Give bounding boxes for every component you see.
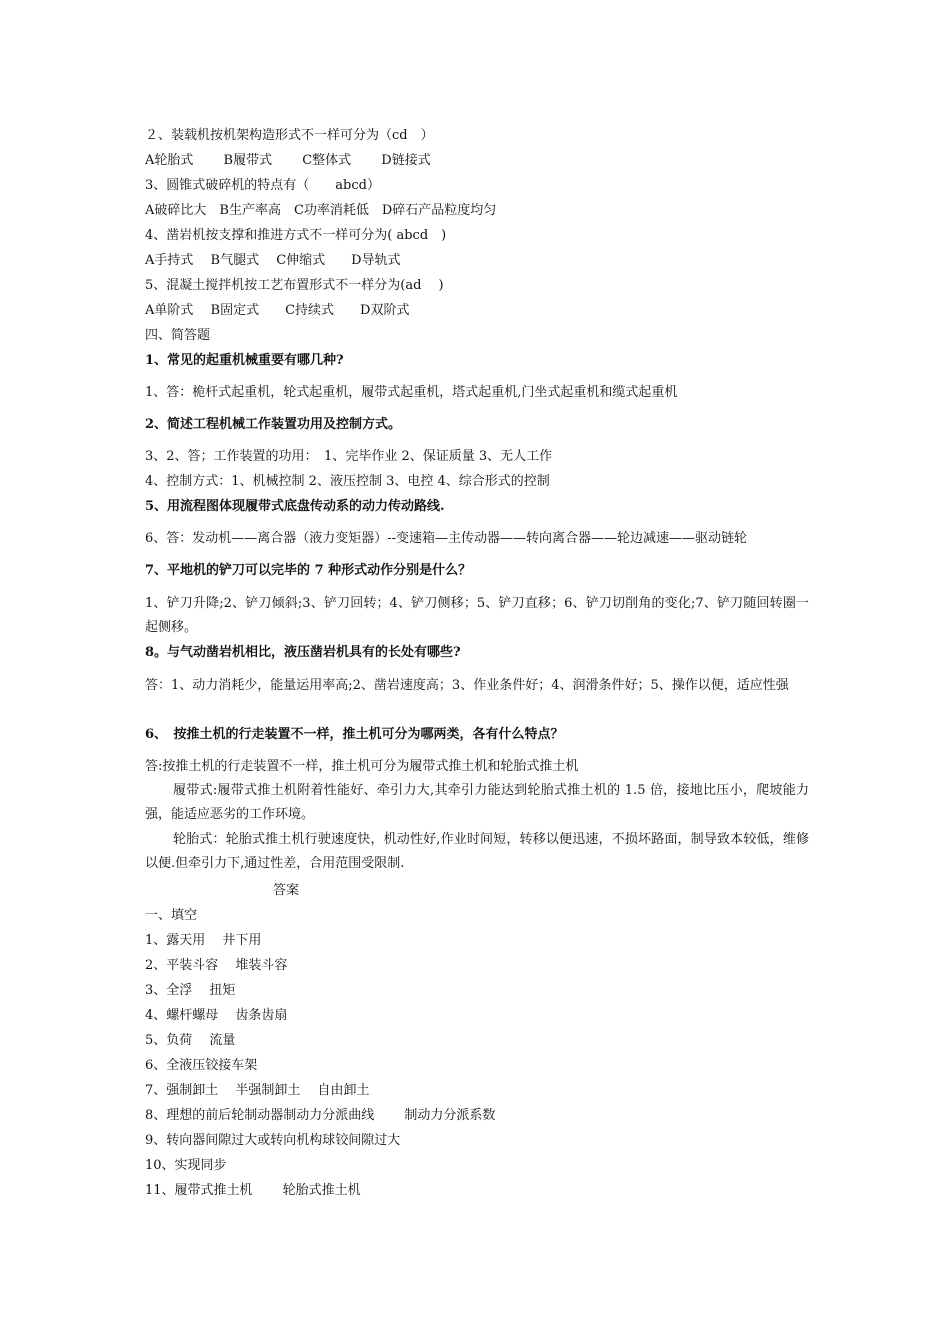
answer-item: 10、实现同步 [145, 1158, 227, 1173]
sa-answer-8: 答：1、动力消耗少，能量运用率高;2、凿岩速度高；3、作业条件好；4、润滑条件好；5、操作以便，适应性强 [145, 678, 789, 693]
mc-question-4: 4、凿岩机按支撑和推进方式不一样可分为( abcd ) [145, 228, 447, 243]
sa-question-1: 1、常见的起重机械重要有哪几种? [145, 353, 344, 368]
sa-answer-2-function: 3、2、答；工作装置的功用： 1、完毕作业 2、保证质量 3、无人工作 [145, 449, 553, 464]
sa-answer-1: 1、答：桅杆式起重机，轮式起重机，履带式起重机，塔式起重机,门坐式起重机和缆式起重机 [145, 385, 678, 400]
section-heading-short-answer: 四、简答题 [145, 328, 211, 343]
sa-answer-6-crawler: 履带式:履带式推土机附着性能好、牵引力大,其牵引力能达到轮胎式推土机的 1.5 倍，接地比压小，爬坡能力强，能适应恶劣的工作环境。 [145, 783, 809, 822]
mc-options-2: A轮胎式 B履带式 C整体式 D链接式 [145, 153, 431, 168]
sa-answer-7: 1、铲刀升降;2、铲刀倾斜;3、铲刀回转；4、铲刀侧移；5、铲刀直移；6、铲刀切削角的变化;7、铲刀随回转圈一起侧移。 [145, 596, 809, 635]
answer-item: 3、全浮 扭矩 [145, 983, 236, 998]
sa-question-2: 2、简述工程机械工作装置功用及控制方式。 [145, 417, 402, 432]
mc-options-5: A单阶式 B固定式 C持续式 D双阶式 [145, 303, 410, 318]
mc-question-5: 5、混凝土搅拌机按工艺布置形式不一样分为(ad ) [145, 278, 444, 293]
answers-section-fill: 一、填空 [145, 908, 198, 923]
answers-title: 答案 [273, 883, 300, 898]
answer-item: 11、履带式推土机 轮胎式推土机 [145, 1183, 361, 1198]
sa-answer-6-intro: 答:按推土机的行走装置不一样，推土机可分为履带式推土机和轮胎式推土机 [145, 759, 579, 774]
mc-question-2: ２、装载机按机架构造形式不一样可分为（cd ） [145, 128, 434, 143]
sa-answer-2-control: 4、控制方式：1、机械控制 2、液压控制 3、电控 4、综合形式的控制 [145, 474, 550, 489]
sa-question-8: 8。与气动凿岩机相比，液压凿岩机具有的长处有哪些? [145, 645, 461, 660]
answer-item: 6、全液压铰接车架 [145, 1058, 258, 1073]
sa-question-5: 5、用流程图体现履带式底盘传动系的动力传动路线. [145, 499, 445, 514]
answer-item: 2、平装斗容 堆装斗容 [145, 958, 288, 973]
answer-item: 4、螺杆螺母 齿条齿扇 [145, 1008, 288, 1023]
sa-answer-5: 6、答：发动机——离合器（液力变矩器）--变速箱—主传动器——转向离合器——轮边减速——驱动链轮 [145, 531, 748, 546]
answer-item: 1、露天用 井下用 [145, 933, 262, 948]
sa-answer-6-wheel: 轮胎式：轮胎式推土机行驶速度快，机动性好,作业时间短，转移以便迅速，不损坏路面，制导致本较低，维修以便.但牵引力下,通过性差，合用范围受限制. [145, 832, 809, 871]
mc-options-3: A破碎比大 B生产率高 C功率消耗低 D碎石产品粒度均匀 [145, 203, 497, 218]
mc-options-4: A手持式 B气腿式 C伸缩式 D导轨式 [145, 253, 401, 268]
answer-item: 8、理想的前后轮制动器制动力分派曲线 制动力分派系数 [145, 1108, 496, 1123]
mc-question-3: 3、圆锥式破碎机的特点有（ abcd） [145, 178, 380, 193]
sa-question-7: 7、平地机的铲刀可以完毕的 7 种形式动作分别是什么？ [145, 563, 472, 578]
answer-item: 9、转向器间隙过大或转向机构球铰间隙过大 [145, 1133, 401, 1148]
answer-item: 7、强制卸土 半强制卸土 自由卸土 [145, 1083, 370, 1098]
sa-question-6: 6、 按推土机的行走装置不一样，推土机可分为哪两类，各有什么特点？ [145, 727, 564, 742]
answer-item: 5、负荷 流量 [145, 1033, 236, 1048]
